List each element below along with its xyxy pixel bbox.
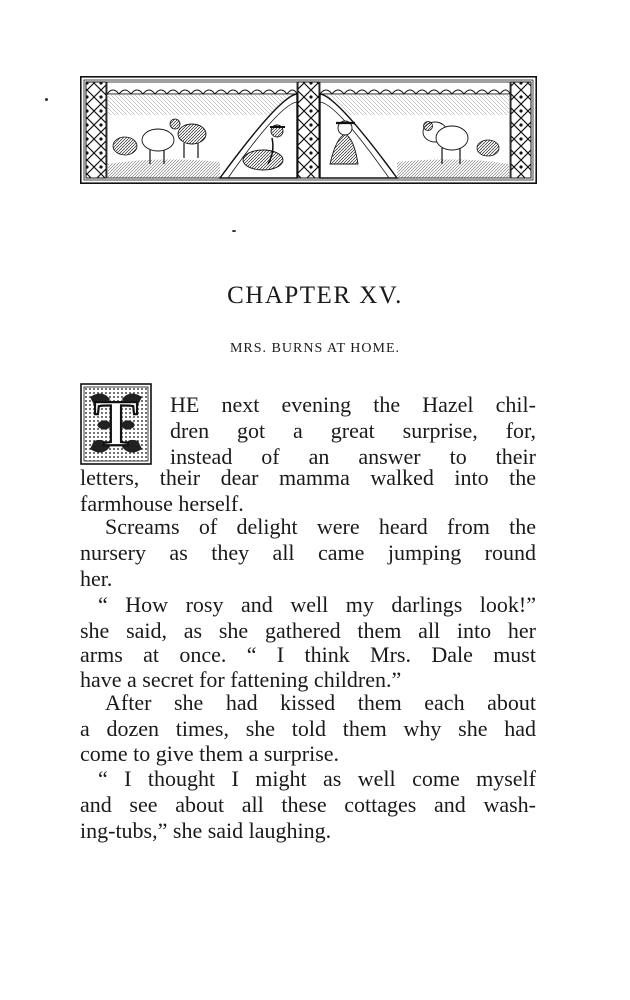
chapter-title: CHAPTER XV. (227, 282, 403, 309)
text-line: instead of an answer to their (170, 444, 536, 469)
text-line: “ How rosy and well my darlings look!” (98, 592, 536, 617)
text-line: letters, their dear mamma walked into the (80, 465, 536, 490)
text-line: ing-tubs,” she said laughing. (80, 818, 332, 843)
headpiece-ornament-icon (80, 76, 537, 184)
text-line: a dozen times, she told them why she had (80, 716, 536, 741)
text-line: her. (80, 566, 113, 591)
dropcap-letter: T (93, 387, 139, 460)
text-line: HE next evening the Hazel chil- (170, 392, 536, 417)
text-line: she said, as she gathered them all into her (80, 618, 536, 643)
dropcap-ornament-icon (80, 383, 152, 465)
text-line: “ I thought I might as well come myself (98, 766, 536, 791)
ink-speck (45, 98, 48, 101)
text-line: farmhouse herself. (80, 491, 244, 516)
text-line: Screams of delight were heard from the (105, 514, 536, 539)
text-line: nursery as they all came jumping round (80, 540, 536, 565)
text-line: have a secret for fattening children.” (80, 667, 402, 692)
chapter-subtitle: MRS. BURNS AT HOME. (229, 341, 401, 356)
text-line: dren got a great surprise, for, (170, 418, 536, 443)
text-line: and see about all these cottages and wash- (80, 792, 536, 817)
ink-speck (232, 230, 236, 232)
text-line: arms at once. “ I think Mrs. Dale must (80, 642, 536, 667)
text-line: come to give them a surprise. (80, 741, 340, 766)
text-line: After she had kissed them each about (105, 690, 536, 715)
